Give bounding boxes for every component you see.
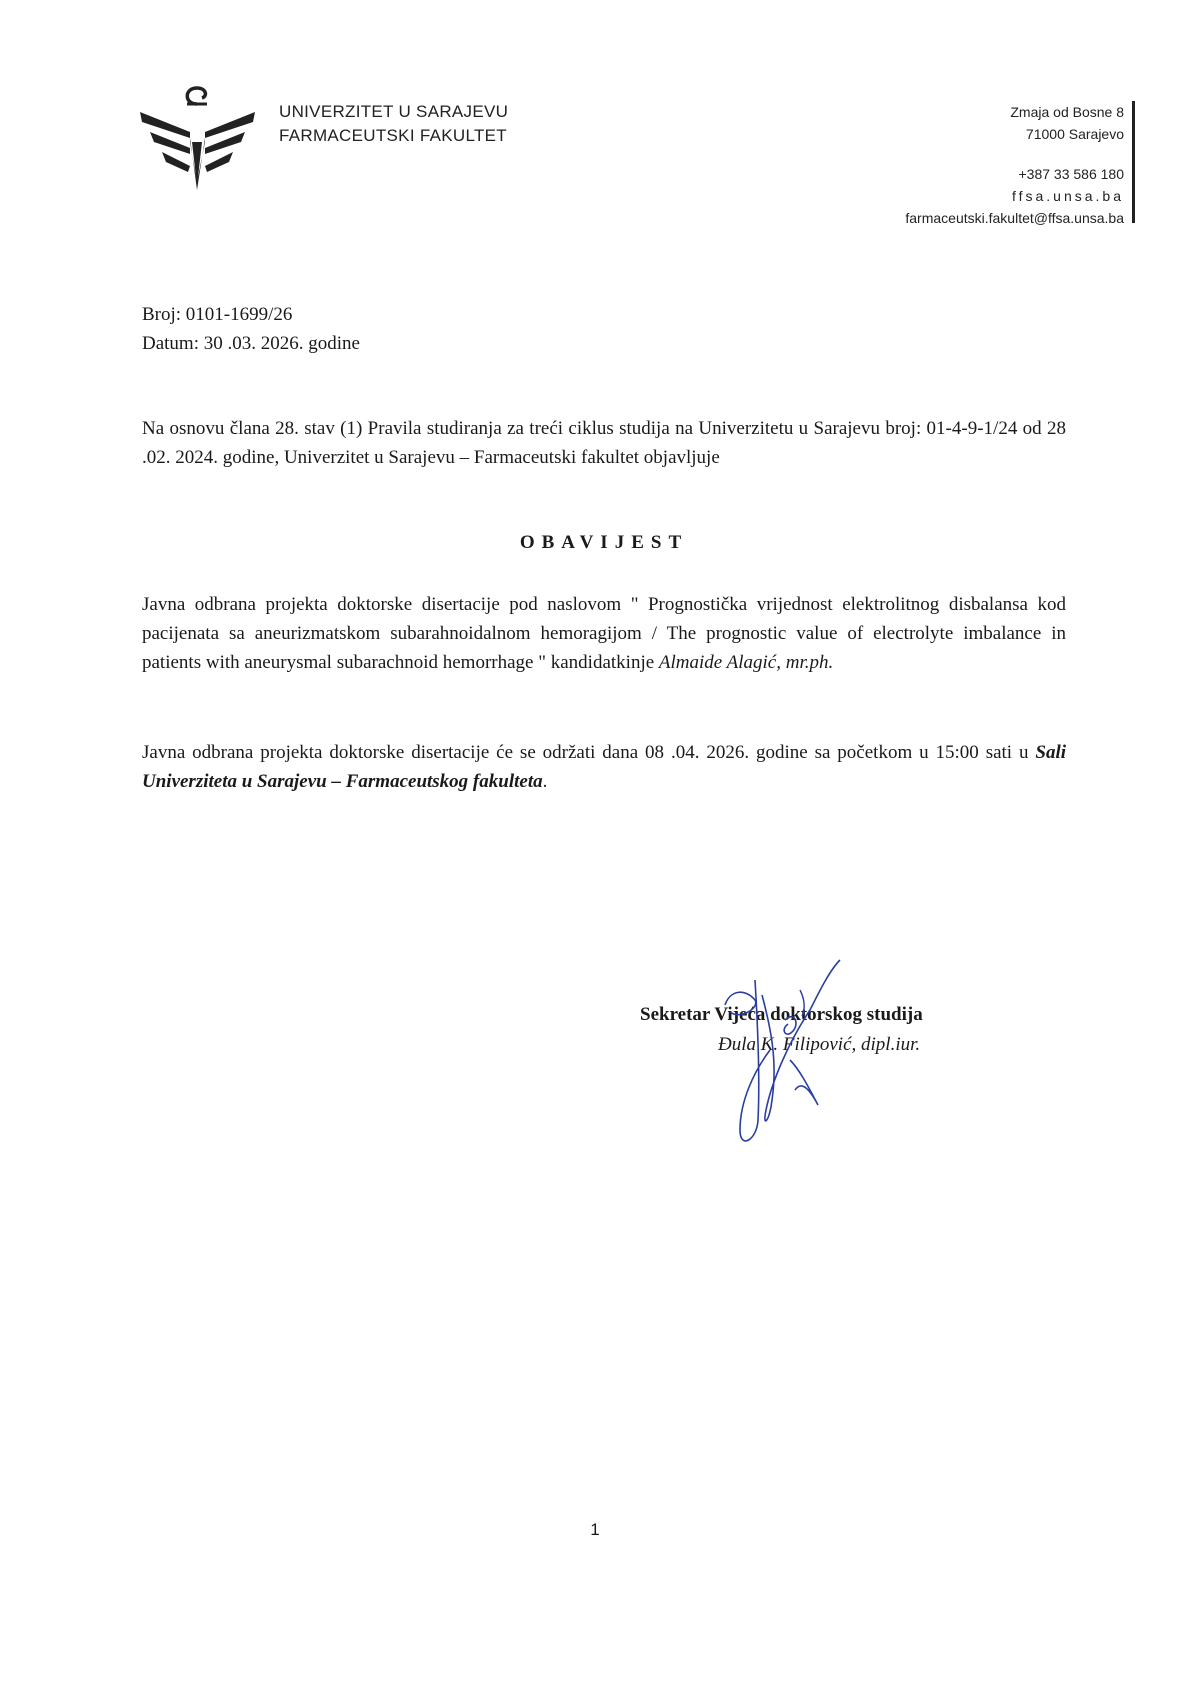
document-date: Datum: 30 .03. 2026. godine <box>142 333 360 354</box>
handwritten-signature <box>700 950 900 1155</box>
defense-title-text: Javna odbrana projekta doktorske disertacije pod naslovom " Prognostička vrijednost elektrolitnog disbalansa kod pacijenata sa aneurizmatskom subarahnoidalnom hemoragijom / The prognostic value of electrolyte imbalance in patients with aneurysmal subarachnoid hemorrhage " kandidatkinje <box>142 594 1066 673</box>
defense-schedule-end: . <box>542 771 548 792</box>
notice-heading: OBAVIJEST <box>519 532 689 553</box>
document-meta <box>142 300 360 358</box>
email: farmaceutski.fakultet@ffsa.unsa.ba <box>905 210 1124 226</box>
contact-block <box>905 101 1124 229</box>
contact-divider <box>1132 101 1135 223</box>
faculty-logo <box>140 82 255 192</box>
university-name-line1: UNIVERZITET U SARAJEVU <box>279 102 509 121</box>
defense-schedule-paragraph <box>142 738 1066 796</box>
document-number: Broj: 0101-1699/26 <box>142 304 293 325</box>
address-line2: 71000 Sarajevo <box>1025 126 1124 142</box>
address-line1: Zmaja od Bosne 8 <box>1010 104 1124 120</box>
intro-paragraph: Na osnovu člana 28. stav (1) Pravila studiranja za treći ciklus studija na Univerzitetu u Sarajevu broj: 01-4-9-1/24 od 28 .02. 2024. godine, Univerzitet u Sarajevu – Farmaceutski fakultet objavljuje <box>142 418 1066 468</box>
signatory-title: Sekretar Vijeća doktorskog studija <box>640 1004 923 1025</box>
page-number: 1 <box>590 1520 600 1539</box>
defense-schedule-text: Javna odbrana projekta doktorske disertacije će se održati dana 08 .04. 2026. godine sa početkom u 15:00 sati u <box>142 742 1036 763</box>
phone-number: +387 33 586 180 <box>1018 166 1124 182</box>
website: ffsa.unsa.ba <box>1011 188 1124 204</box>
candidate-name: Almaide Alagić, mr.ph. <box>658 652 834 673</box>
university-name <box>279 100 508 148</box>
university-name-line2: FARMACEUTSKI FAKULTET <box>279 126 507 145</box>
signatory-name: Đula K. Filipović, dipl.iur. <box>718 1034 921 1055</box>
defense-venue: Sali Univerziteta u Sarajevu – Farmaceutskog fakulteta <box>142 742 1066 792</box>
defense-title-paragraph <box>142 590 1066 677</box>
